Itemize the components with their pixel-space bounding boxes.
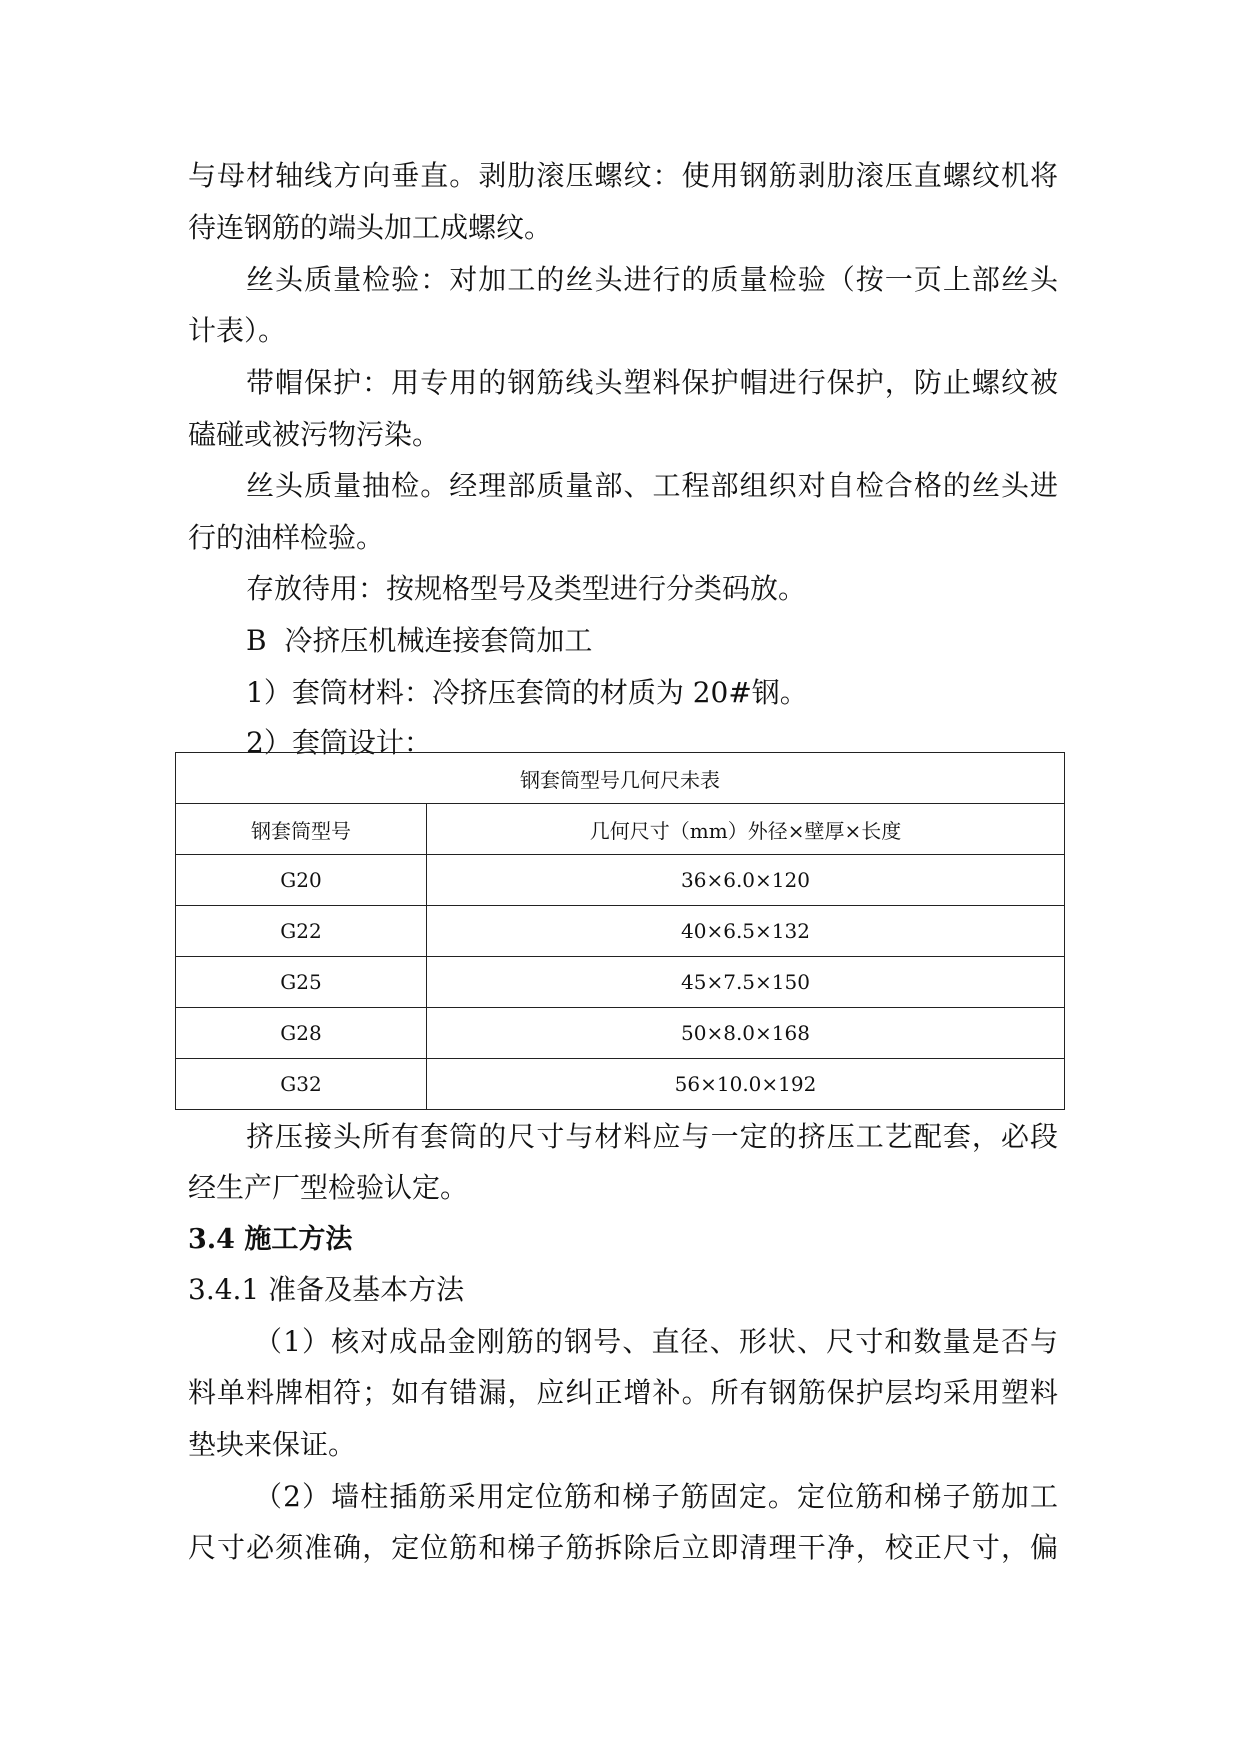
paragraph-line: 与母材轴线方向垂直。剥肋滚压螺纹：使用钢筋剥肋滚压直螺纹机将 (188, 159, 1058, 192)
cell-model: G32 (176, 1059, 427, 1110)
paragraph-line: 1）套筒材料：冷挤压套筒的材质为 20#钢。 (246, 676, 808, 709)
paragraph-line: 尺寸必须准确，定位筋和梯子筋拆除后立即清理干净，校正尺寸，偏 (188, 1531, 1058, 1564)
paragraph-line: 经生产厂型检验认定。 (188, 1171, 469, 1204)
table-header-model: 钢套筒型号 (176, 804, 427, 855)
paragraph-line: 2）套筒设计： (246, 726, 432, 759)
cell-dimensions: 40×6.5×132 (427, 906, 1065, 957)
paragraph-line: 带帽保护：用专用的钢筋线头塑料保护帽进行保护，防止螺纹被 (246, 366, 1058, 399)
table-header-dimensions: 几何尺寸（mm）外径×壁厚×长度 (427, 804, 1065, 855)
cell-dimensions: 56×10.0×192 (427, 1059, 1065, 1110)
paragraph-line: 挤压接头所有套筒的尺寸与材料应与一定的挤压工艺配套，必段 (246, 1120, 1058, 1153)
paragraph-line: 行的油样检验。 (188, 521, 385, 554)
cell-model: G20 (176, 855, 427, 906)
paragraph-line: （1）核对成品金刚筋的钢号、直径、形状、尺寸和数量是否与 (254, 1325, 1058, 1358)
paragraph-line: 料单料牌相符；如有错漏，应纠正增补。所有钢筋保护层均采用塑料 (188, 1376, 1058, 1409)
paragraph-line: 存放待用：按规格型号及类型进行分类码放。 (246, 572, 807, 605)
cell-dimensions: 50×8.0×168 (427, 1008, 1065, 1059)
paragraph-line: 垫块来保证。 (188, 1428, 357, 1461)
cell-model: G22 (176, 906, 427, 957)
paragraph-line: 计表）。 (188, 314, 287, 347)
paragraph-line: 磕碰或被污物污染。 (188, 418, 441, 451)
paragraph-line: （2）墙柱插筋采用定位筋和梯子筋固定。定位筋和梯子筋加工 (254, 1480, 1058, 1513)
table-row (176, 957, 1065, 1008)
table-row (176, 1059, 1065, 1110)
cell-dimensions: 45×7.5×150 (427, 957, 1065, 1008)
section-label: B 冷挤压机械连接套筒加工 (246, 624, 593, 657)
paragraph-line: 待连钢筋的端头加工成螺纹。 (188, 211, 553, 244)
paragraph-line: 丝头质量检验：对加工的丝头进行的质量检验（按一页上部丝头 (246, 263, 1058, 296)
cell-model: G28 (176, 1008, 427, 1059)
subsection-heading: 3.4.1 准备及基本方法 (188, 1273, 465, 1306)
cell-model: G25 (176, 957, 427, 1008)
section-heading: 3.4 施工方法 (188, 1224, 353, 1255)
table-row (176, 906, 1065, 957)
cell-dimensions: 36×6.0×120 (427, 855, 1065, 906)
paragraph-line: 丝头质量抽检。经理部质量部、工程部组织对自检合格的丝头进 (246, 469, 1058, 502)
table-row (176, 1008, 1065, 1059)
sleeve-dimension-table (175, 752, 1065, 1110)
table-row (176, 855, 1065, 906)
table-title: 钢套筒型号几何尺未表 (176, 753, 1065, 804)
